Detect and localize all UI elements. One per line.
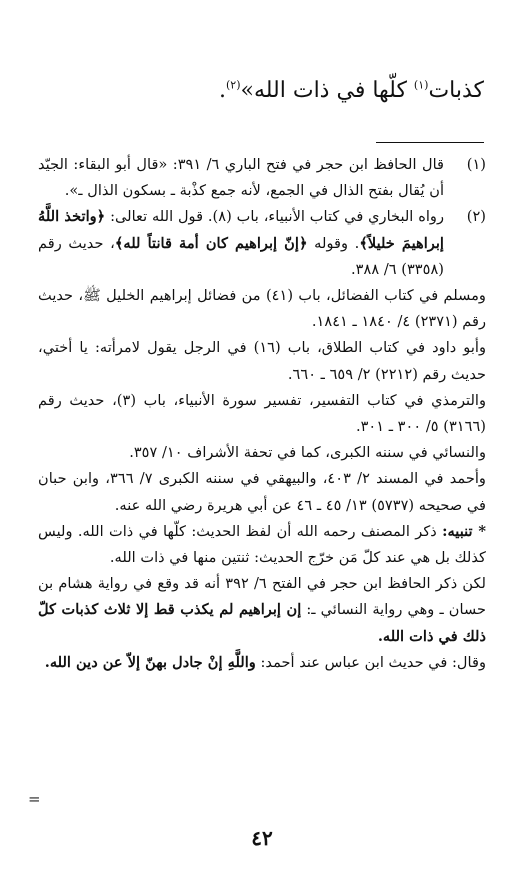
quran-verse-2: ﴿إنّ إبراهيم كان أمة قانتاً لله﴾: [114, 234, 308, 252]
page-number: ٤٢: [251, 826, 273, 850]
para-1-text-e: ، حديث رقم (٣٣٥٨) ٦/ ٣٨٨.: [38, 234, 444, 278]
para-1-text-c: . وقوله: [307, 234, 360, 252]
footnote-2-para-3: وأبو داود في كتاب الطلاق، باب (١٦) في الرجل يقول لامرأته: يا أختي، حديث رقم (٢٢١٢) ٢/ ٦٥٩ ـ ٦٦٠.: [38, 339, 487, 383]
footnote-1-text: قال الحافظ ابن حجر في فتح الباري ٦/ ٣٩١: «قال أبو البقاء: الجيّد أن يُقال بفتح الذال في الجمع، لأنه جمع كذْبة ـ بسكون الذال ـ».: [38, 156, 444, 200]
main-text-b: كلّها في ذات الله»: [240, 78, 414, 103]
footnote-ref-1: (١): [413, 78, 429, 92]
continuation-mark: =: [28, 790, 41, 808]
main-text-line: [40, 78, 484, 103]
para-8-text-a: لكن ذكر الحافظ ابن حجر في الفتح ٦/ ٣٩٢ أنه قد وقع في رواية هشام بن حسان ـ وهي رواية النسائي ـ:: [38, 575, 487, 619]
footnote-1: [38, 152, 486, 204]
footnote-1-number: (١): [466, 156, 486, 173]
footnote-2-para-2: ومسلم في كتاب الفضائل، باب (٤١) من فضائل إبراهيم الخليل ﷺ، حديث رقم (٢٣٧١) ٤/ ١٨٤٠ ـ ١٨٤١.: [38, 287, 486, 331]
footnote-2-para-5: والنسائي في سننه الكبرى، كما في تحفة الأشراف ١٠/ ٣٥٧.: [129, 444, 486, 462]
para-9-hadith: واللَّهِ إنْ جادل بهنّ إلاّ عن دين الله.: [44, 653, 256, 671]
footnote-2-note: [38, 519, 486, 571]
footnote-2-para-6: وأحمد في المسند ٢/ ٤٠٣، والبيهقي في سننه الكبرى ٧/ ٣٦٦، وابن حبان في صحيحه (٥٧٣٧) ١٣/ ٤٥ ـ ٤٦ عن أبي هريرة رضي الله عنه.: [38, 470, 486, 514]
footnote-2: [38, 204, 486, 283]
footnotes: [38, 152, 486, 676]
para-9-text-a: وقال: في حديث ابن عباس عند أحمد:: [255, 653, 486, 671]
note-label: * تنبيه:: [442, 522, 486, 540]
main-text-a: كذبات: [428, 78, 484, 103]
footnote-2-para-1: [38, 204, 444, 283]
main-text-c: .: [219, 78, 226, 103]
quran-verse-1: ﴿واتخذ اللَّهُ إبراهيمَ خليلاً﴾: [38, 208, 444, 252]
footnote-2-para-9: [38, 650, 486, 676]
footnote-ref-2: (٢): [226, 78, 241, 92]
para-8-hadith: إن إبراهيم لم يكذب قط إلا ثلاث كذبات كلّ ذلك في ذات الله.: [38, 601, 486, 645]
note-text: ذكر المصنف رحمه الله أن لفظ الحديث: كلّها في ذات الله. وليس كذلك بل هي عند كلّ مَن خرّج الحديث: ثنتين منها في ذات الله.: [38, 522, 486, 567]
footnote-2-para-8: [38, 571, 486, 650]
para-1-text-a: رواه البخاري في كتاب الأنبياء، باب (٨). قول الله تعالى:: [105, 208, 444, 226]
footnote-2-number: (٢): [466, 208, 486, 226]
footnote-2-para-4: والترمذي في كتاب التفسير، تفسير سورة الأنبياء، باب (٣)، حديث رقم (٣١٦٦) ٥/ ٣٠٠ ـ ٣٠١.: [38, 391, 486, 436]
footnote-separator: [376, 142, 484, 143]
